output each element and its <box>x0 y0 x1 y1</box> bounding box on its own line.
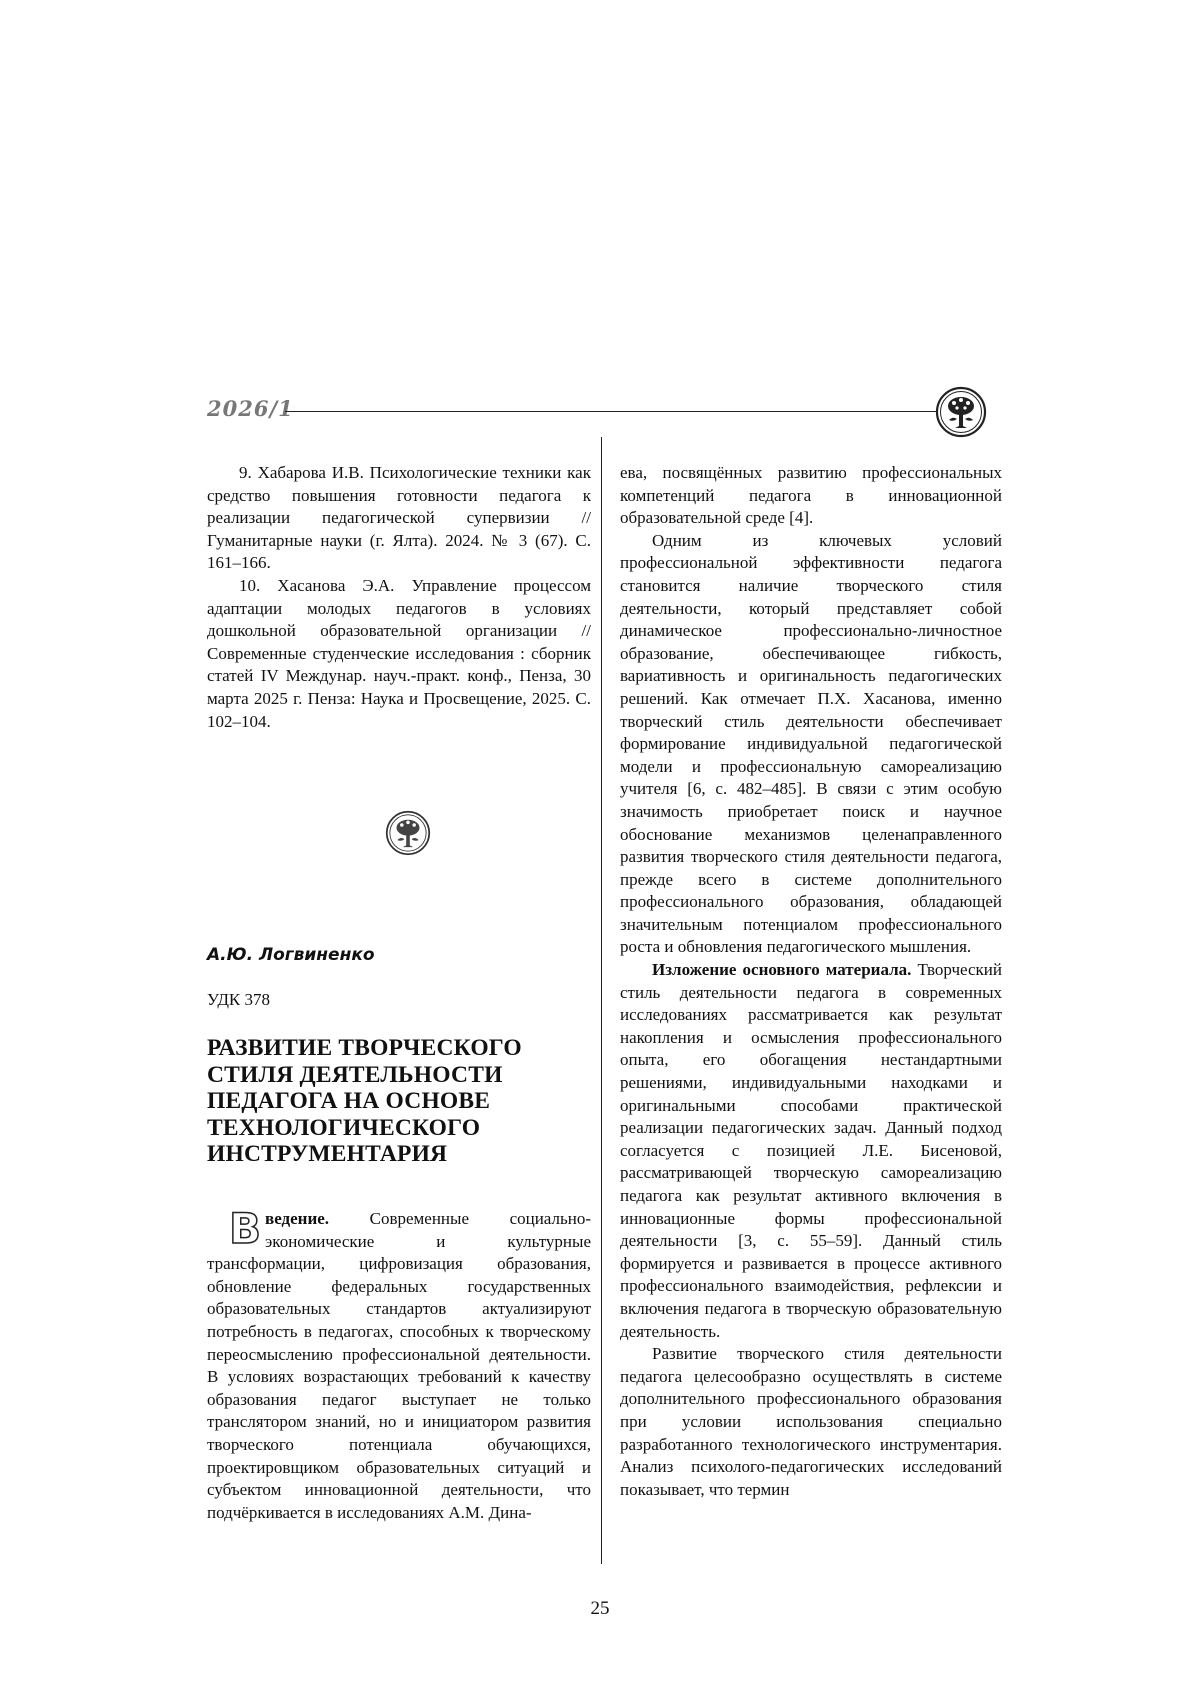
body-paragraph <box>620 959 1002 1343</box>
right-column-body <box>620 462 1002 1501</box>
running-header <box>207 386 1007 442</box>
column-divider <box>601 437 602 1564</box>
page-number: 25 <box>590 1598 610 1619</box>
section-heading: Изложение основного материала. <box>652 960 912 980</box>
article-title: РАЗВИТИЕ ТВОРЧЕСКОГО СТИЛЯ ДЕЯТЕЛЬНОСТИ ПЕДАГОГА НА ОСНОВЕ ТЕХНОЛОГИЧЕСКОГО ИНСТРУМЕНТАРИЯ <box>207 1035 522 1167</box>
intro-paragraph <box>207 1204 591 1524</box>
article-author: А.Ю. Логвиненко <box>207 945 375 965</box>
udk-code: УДК 378 <box>207 990 271 1009</box>
references-continued <box>207 462 591 733</box>
body-paragraph: Одним из ключевых условий профессиональной эффективности педагога становится наличие творческого стиля деятельности, который представляет собой динамическое профессионально-личностное образование, обеспечивающее гибкость, вариативность и оригинальность педагогических решений. Как отмечает П.Х. Хасанова, именно творческий стиль деятельности обеспечивает формирование индивидуальной педагогической модели и профессиональную самореализацию учителя [6, с. 482–485]. В связи с этим особую значимость приобретает поиск и научное обоснование механизмов целенаправленного развития творческого стиля деятельности педагога, прежде всего в системе дополнительного профессионального образования, обладающей значительным потенциалом профессионального роста и обновления педагогического мышления. <box>620 530 1002 957</box>
header-rule <box>285 411 939 412</box>
section-text: Творческий стиль деятельности педагога в современных исследованиях рассматривается как результат накопления и осмысления профессионального опыта, его обогащения нестандартными решениями, индивидуальными находками и оригинальными способами практической реализации педагогических задач. Данный подход согласуется с позицией Л.Е. Бисеновой, рассматривающей творческую самореализацию педагога как результат активного включения в инновационные формы профессиональной деятельности [3, с. 55–59]. Данный стиль формируется и развивается в процессе активного профессионального взаимодействия, рефлексии и включения педагога в творческую образовательную деятельность. <box>620 960 1003 1341</box>
body-paragraph: ева, посвящённых развитию профессиональных компетенций педагога в инновационной образовательной среде [4]. <box>620 463 1002 528</box>
introduction-section <box>207 1204 591 1524</box>
body-paragraph: Развитие творческого стиля деятельности педагога целесообразно осуществлять в системе дополнительного профессионального образования при условии использования специально разработанного технологического инструментария. Анализ психолого-педагогических исследований показывает, что термин <box>620 1344 1002 1499</box>
tree-emblem-icon <box>385 810 431 856</box>
reference-item: 9. Хабарова И.В. Психологические техники как средство повышения готовности педагога к реализации педагогической супервизии // Гуманитарные науки (г. Ялта). 2024. № 3 (67). С. 161–166. <box>207 463 591 573</box>
issue-label: 2026/1 <box>207 396 294 421</box>
intro-heading: ведение. <box>265 1209 330 1228</box>
reference-item: 10. Хасанова Э.А. Управление процессом адаптации молодых педагогов в условиях дошкольной образовательной организации // Современные студенческие исследования : сборник статей IV Междунар. науч.-практ. конф., Пенза, 30 марта 2025 г. Пенза: Наука и Просвещение, 2025. С. 102–104. <box>207 575 591 731</box>
tree-emblem-icon <box>935 386 987 438</box>
drop-cap: В <box>229 1204 262 1253</box>
intro-text: Современные социально-экономические и культурные трансформации, цифровизация образования, обновление федеральных государственных образовательных стандартов актуализируют потребность в педагогах, способных к творческому переосмыслению профессиональной деятельности. В условиях возрастающих требований к качеству образования педагог выступает не только транслятором знаний, но и инициатором развития творческого потенциала обучающихся, проектировщиком образовательных ситуаций и субъектом инновационной деятельности, что подчёркивается в исследованиях А.М. Дина- <box>207 1209 591 1522</box>
